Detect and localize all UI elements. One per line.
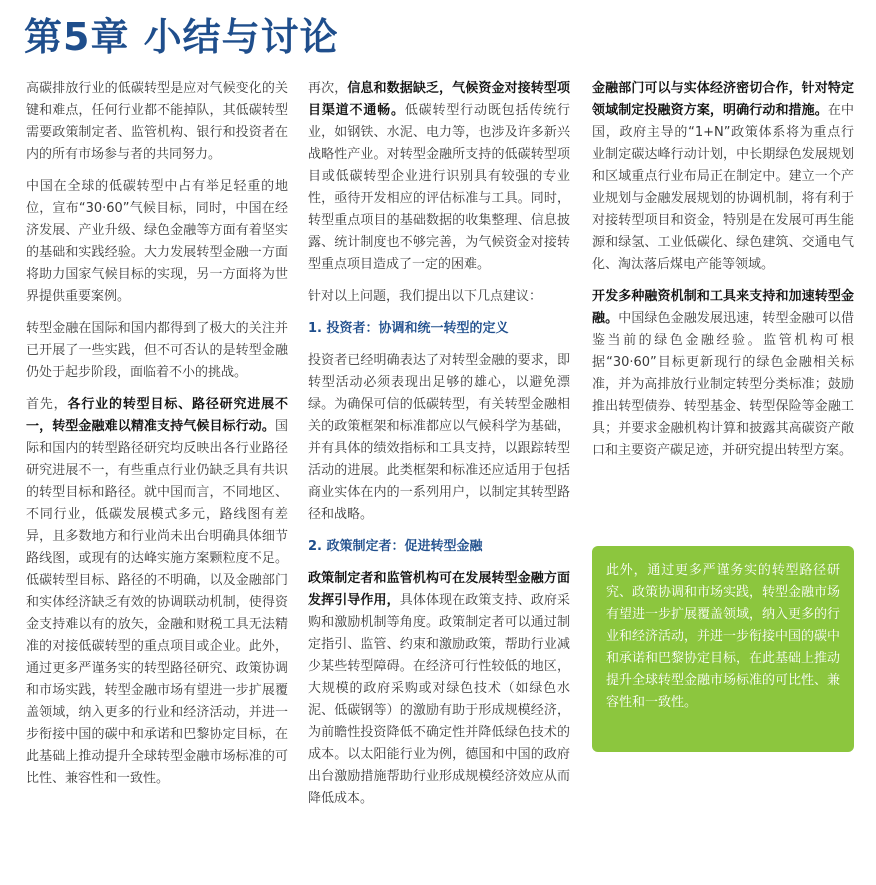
- paragraph-bold: 开发多种融资机制和工具来支持和加速转型金融。: [592, 289, 854, 326]
- paragraph-body: 中国绿色金融发展迅速，转型金融可以借鉴当前的绿色金融经验。监管机构可根据“30·60”目标更新现行的绿色金融相关标准，并为高排放行业制定转型分类标准；鼓励推出转型债券、转型基金、转型保险等金融工具；并要求金融机构计算和披露其高碳资产敞口和主要资产碳足迹，并研究提出转型方案。: [592, 311, 854, 458]
- paragraph-body: 在中国，政府主导的“1+N”政策体系将为重点行业制定碳达峰行动计划，中长期绿色发展规划和区域重点行业布局正在制定中。建立一个产业规划与金融发展规划的协调机制，将有利于对接转型项目和资金，特别是在发展可再生能源和绿氢、工业低碳化、绿色建筑、交通电气化、淘汰落后煤电产能等领域。: [592, 103, 854, 272]
- paragraph-bold: 各行业的转型目标、路径研究进展不一，转型金融难以精准支持气候目标行动。: [26, 397, 288, 434]
- paragraph-bold: 金融部门可以与实体经济密切合作，针对特定领域制定投融资方案，明确行动和措施。: [592, 81, 854, 118]
- paragraph: [592, 78, 854, 276]
- callout-text: 此外，通过更多严谨务实的转型路径研究、政策协调和市场实践，转型金融市场有望进一步扩展覆盖领域，纳入更多的行业和经济活动，并进一步衔接中国的碳中和承诺和巴黎协定目标，在此基础上推动提升全球转型金融市场标准的可比性、兼容性和一致性。: [606, 563, 841, 710]
- paragraph-body: 国际和国内的转型路径研究均反映出各行业路径研究进展不一，有些重点行业仍缺乏具有共识的转型目标和路径。就中国而言，不同地区、不同行业，低碳发展模式多元，路线图有差异，且多数地方和行业尚未出台明确具体细节路线图，或现有的达峰实施方案颗粒度不足。低碳转型目标、路径的不明确，以及金融部门和实体经济缺乏有效的协调联动机制，使得资金支持难以有的放矢，金融和财税工具无法精准的对接低碳转型的重点项目或企业。此外，通过更多严谨务实的转型路径研究、政策协调和市场实践，转型金融市场有望进一步扩展覆盖领域，纳入更多的行业和经济活动，并进一步衔接中国的碳中和承诺和巴黎协定目标，在此基础上推动提升全球转型金融市场标准的可比性、兼容性和一致性。: [26, 419, 288, 786]
- paragraph: 中国在全球的低碳转型中占有举足轻重的地位，宣布“30·60”气候目标，同时，中国在经济发展、产业升级、绿色金融等方面有着坚实的基础和实践经验。大力发展转型金融一方面将助力国家气候目标的实现，另一方面将为世界提供重要案例。: [26, 179, 288, 304]
- paragraph-bold: 信息和数据缺乏，气候资金对接转型项目渠道不通畅。: [308, 81, 570, 118]
- paragraph: 投资者已经明确表达了对转型金融的要求，即转型活动必须表现出足够的雄心，以避免漂绿。为确保可信的低碳转型，有关转型金融相关的政策框架和标准都应以气候科学为基础，并有具体的绩效指标和工具支持，以跟踪转型活动的进展。此类框架和标准还应适用于包括商业实体在内的一系列用户，以制定其转型路径和战略。: [308, 353, 570, 522]
- paragraph: 针对以上问题，我们提出以下几点建议：: [308, 289, 543, 304]
- paragraph-lead: 再次，: [308, 81, 348, 96]
- paragraph: [308, 568, 570, 810]
- column-1: [26, 78, 288, 800]
- paragraph-body: 低碳转型行动既包括传统行业，如钢铁、水泥、电力等，也涉及许多新兴战略性产业。对转型金融所支持的低碳转型项目或低碳转型企业进行识别具有较强的专业性，亟待开发相应的评估标准与工具。同时，转型重点项目的基础数据的收集整理、信息披露、统计制度也不够完善，为气候资金对接转型重点项目造成了一定的困难。: [308, 103, 570, 272]
- paragraph-lead: 首先，: [26, 397, 68, 412]
- callout-box: [592, 546, 854, 752]
- paragraph: [308, 78, 570, 276]
- paragraph-body: 具体体现在政策支持、政府采购和激励机制等角度。政策制定者可以通过制定指引、监管、约束和激励政策，帮助行业减少某些转型障碍。在经济可行性较低的地区，大规模的政府采购或对绿色技术（如绿色水泥、低碳钢等）的激励有助于形成规模经济，为前瞻性投资降低不确定性并降低绿色技术的成本。以太阳能行业为例，德国和中国的政府出台激励措施帮助行业形成规模经济效应从而降低成本。: [308, 593, 570, 806]
- section-heading-policymakers: 2. 政策制定者：促进转型金融: [308, 539, 483, 554]
- paragraph-bold: 政策制定者和监管机构可在发展转型金融方面发挥引导作用，: [308, 571, 570, 608]
- column-2: [308, 78, 570, 820]
- section-heading-investors: 1. 投资者：协调和统一转型的定义: [308, 321, 509, 336]
- paragraph: [592, 286, 854, 462]
- chapter-title: 第5章 小结与讨论: [24, 15, 339, 59]
- paragraph: [26, 394, 288, 790]
- paragraph: 转型金融在国际和国内都得到了极大的关注并已开展了一些实践，但不可否认的是转型金融仍处于起步阶段，面临着不小的挑战。: [26, 321, 288, 380]
- paragraph: 高碳排放行业的低碳转型是应对气候变化的关键和难点，任何行业都不能掉队，其低碳转型需要政策制定者、监管机构、银行和投资者在内的所有市场参与者的共同努力。: [26, 81, 288, 162]
- column-3: [592, 78, 854, 472]
